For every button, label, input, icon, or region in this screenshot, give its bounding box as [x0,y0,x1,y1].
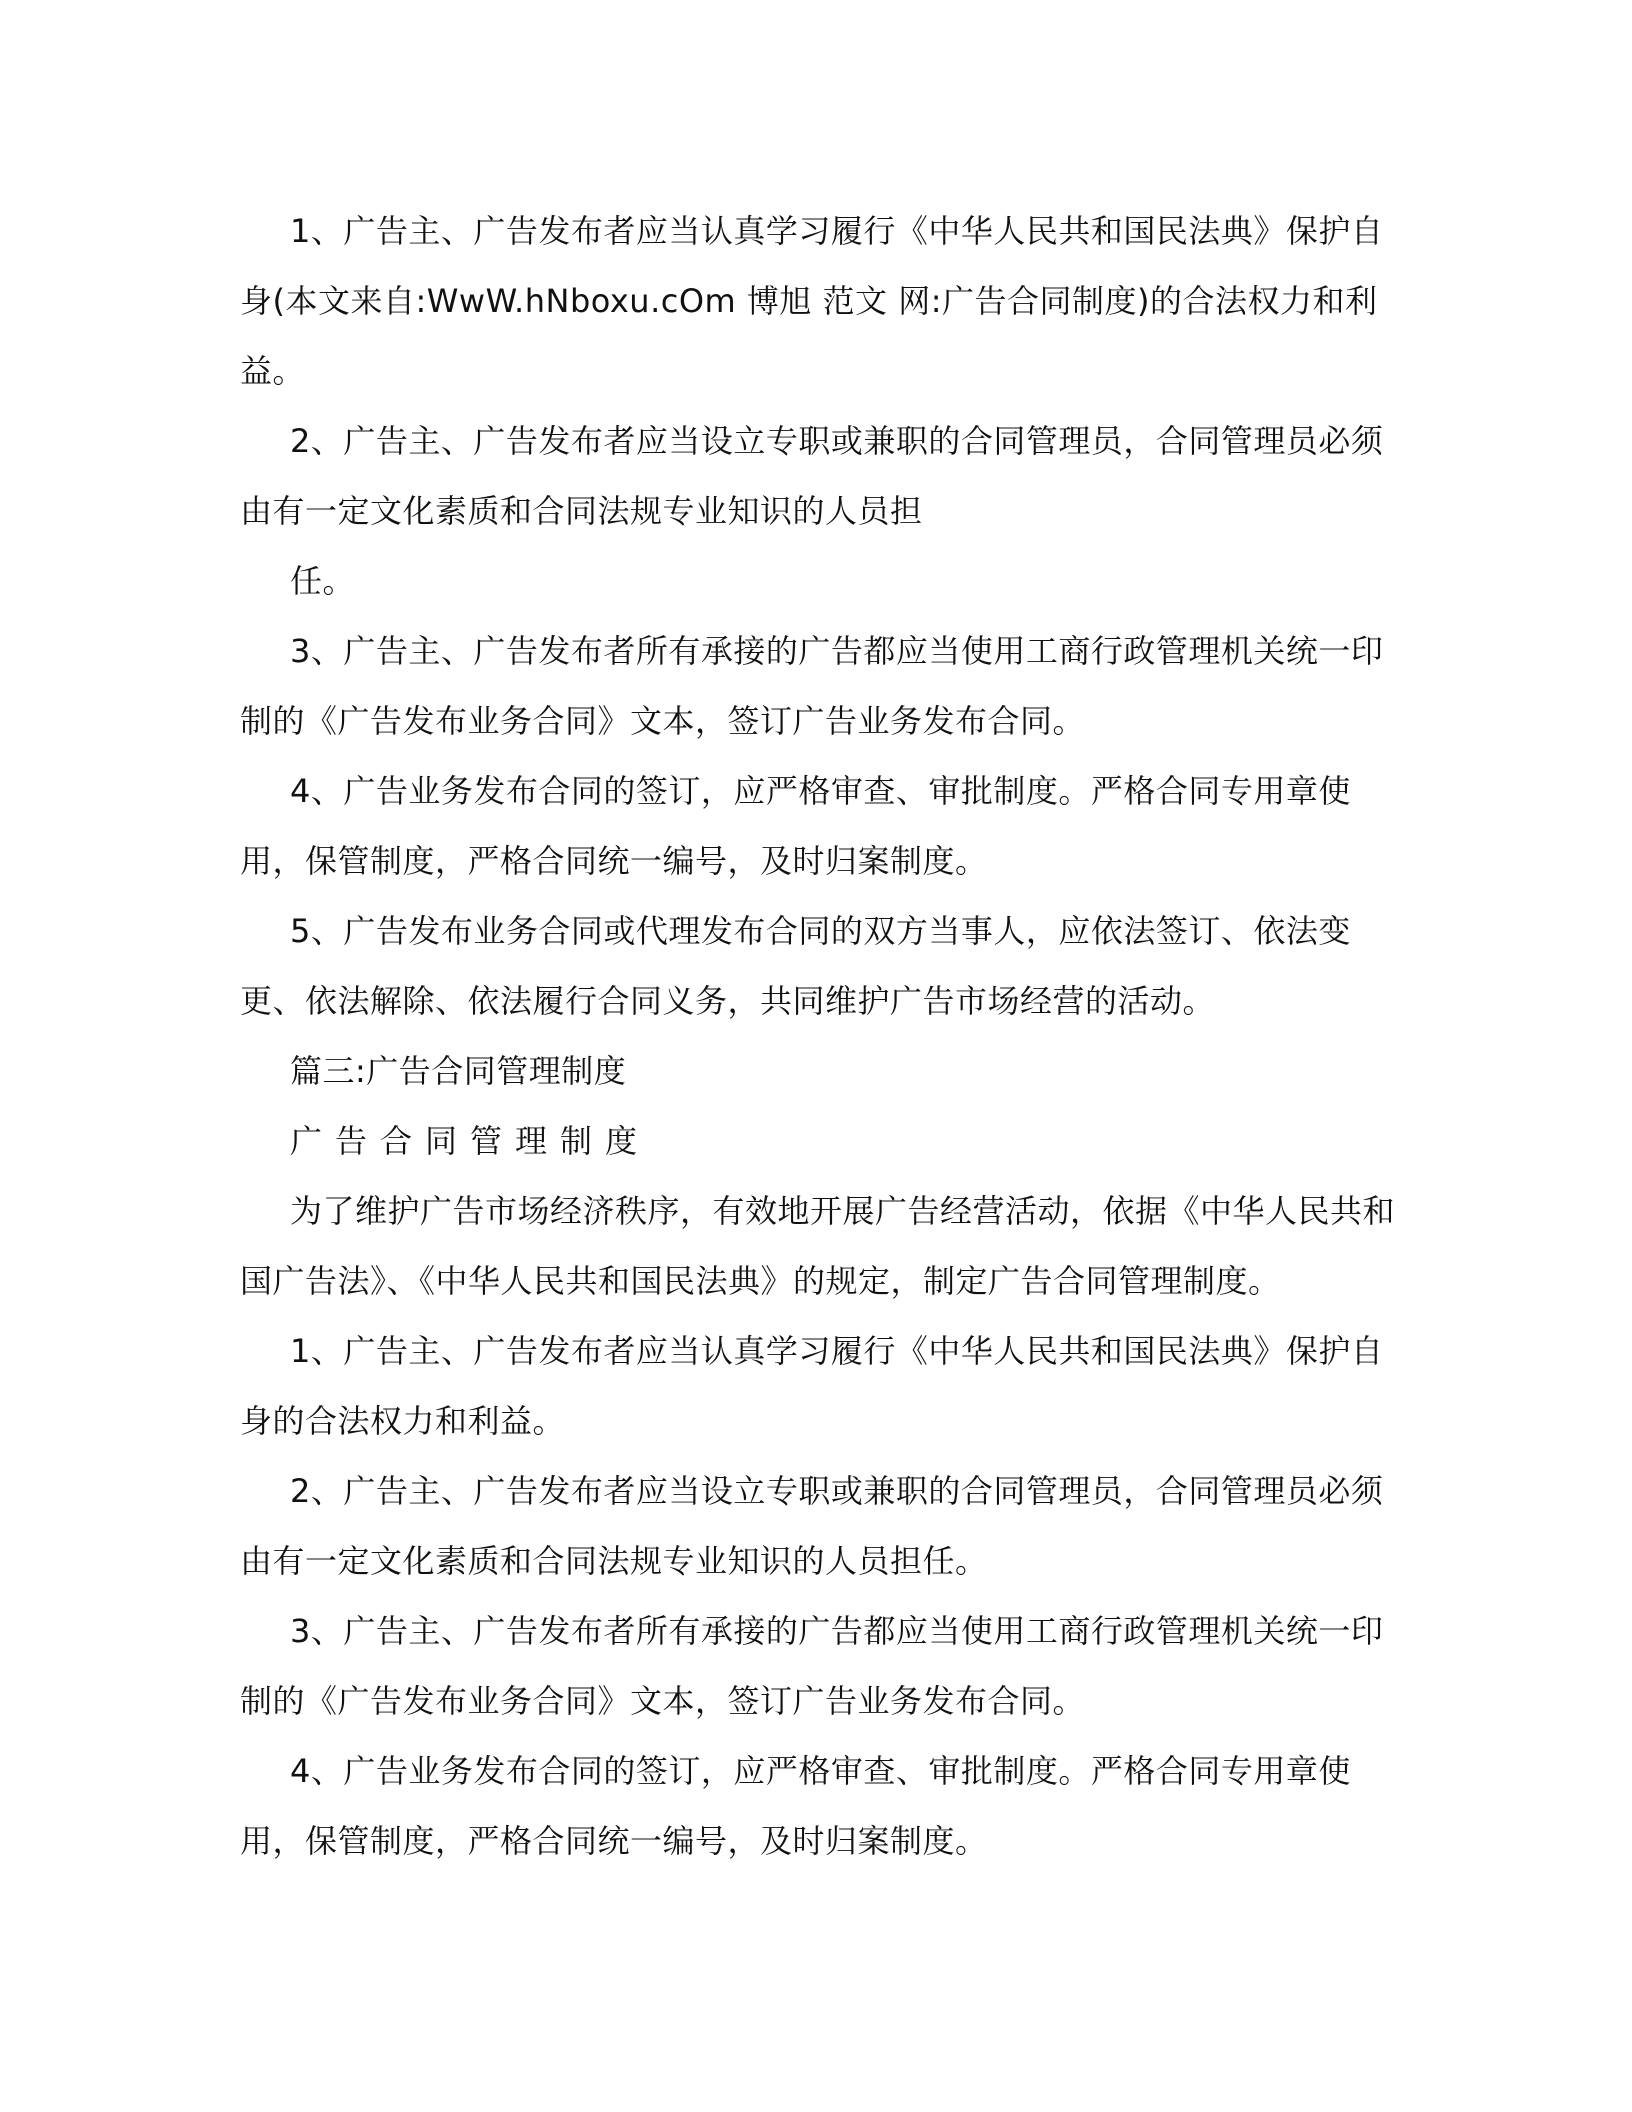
paragraph-line: 制的《广告发布业务合同》文本，签订广告业务发布合同。 [240,1682,1086,1720]
paragraph-line: 2、广告主、广告发布者应当设立专职或兼职的合同管理员，合同管理员必须 [290,1472,1384,1510]
paragraph-line: 1、广告主、广告发布者应当认真学习履行《中华人民共和国民法典》保护自 [290,212,1384,250]
paragraph-line: 为了维护广告市场经济秩序，有效地开展广告经营活动，依据《中华人民共和 [290,1192,1396,1230]
paragraph-line: 3、广告主、广告发布者所有承接的广告都应当使用工商行政管理机关统一印 [290,1612,1384,1650]
section-heading: 篇三:广告合同管理制度 [290,1052,627,1090]
paragraph-line: 4、广告业务发布合同的签订，应严格审查、审批制度。严格合同专用章使 [290,772,1351,810]
paragraph-line: 身的合法权力和利益。 [240,1402,566,1440]
paragraph-line: 用，保管制度，严格合同统一编号，及时归案制度。 [240,842,988,880]
paragraph-line: 5、广告发布业务合同或代理发布合同的双方当事人，应依法签订、依法变 [290,912,1351,950]
paragraph-line: 益。 [240,352,306,390]
section-title: 广告合同管理制度 [290,1122,651,1160]
paragraph-line: 更、依法解除、依法履行合同义务，共同维护广告市场经营的活动。 [240,982,1216,1020]
paragraph-line: 3、广告主、广告发布者所有承接的广告都应当使用工商行政管理机关统一印 [290,632,1384,670]
paragraph-line: 由有一定文化素质和合同法规专业知识的人员担 [240,492,923,530]
paragraph-line: 国广告法》、《中华人民共和国民法典》的规定，制定广告合同管理制度。 [240,1262,1281,1300]
paragraph-line: 4、广告业务发布合同的签订，应严格审查、审批制度。严格合同专用章使 [290,1752,1351,1790]
paragraph-line: 用，保管制度，严格合同统一编号，及时归案制度。 [240,1822,988,1860]
paragraph-line: 制的《广告发布业务合同》文本，签订广告业务发布合同。 [240,702,1086,740]
document-body [240,196,1396,1876]
paragraph-line: 身(本文来自:WwW.hNboxu.cOm 博旭 范文 网:广告合同制度)的合法权力和利 [240,282,1378,320]
paragraph-line: 1、广告主、广告发布者应当认真学习履行《中华人民共和国民法典》保护自 [290,1332,1384,1370]
paragraph-line: 2、广告主、广告发布者应当设立专职或兼职的合同管理员，合同管理员必须 [290,422,1384,460]
paragraph-line: 任。 [290,562,356,600]
paragraph-line: 由有一定文化素质和合同法规专业知识的人员担任。 [240,1542,988,1580]
